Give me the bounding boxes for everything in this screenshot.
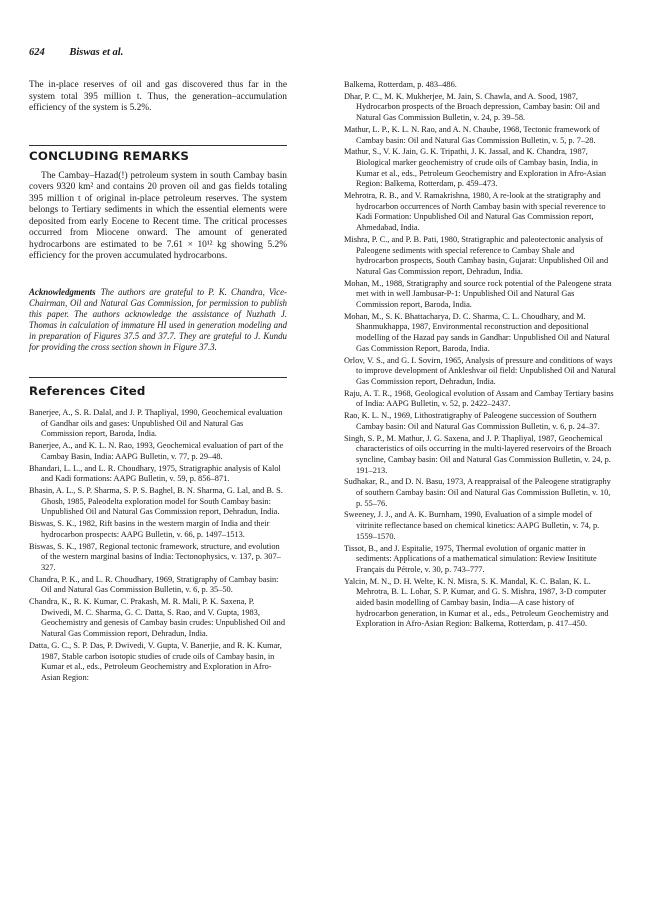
reference-entry: Mohan, M., 1988, Stratigraphy and source rock potential of the Paleogene strata met with in well Jambusar-P-1: Unpublished Oil and Natural Gas Commission report, Baroda, India. <box>344 278 612 310</box>
reference-entry: Mohan, M., S. K. Bhattacharya, D. C. Sharma, C. L. Choudhary, and M. Shanmukhappa, 1987, Environmental reconstruction and depositional modelling of the Hazad pay sands in Gandhar: Unpublished Oil and Natural Gas Commission Report, Baroda, India. <box>344 311 610 353</box>
reference-entry: Chandra, P. K., and L. R. Choudhary, 1969, Stratigraphy of Cambay basin: Oil and Natural Gas Commission Bulletin, v. 6, p. 35–50. <box>29 574 279 595</box>
page-number: 624 <box>29 47 45 58</box>
reference-entry: Mathur, S., V. K. Jain, G. K. Tripathi, J. K. Jassal, and K. Chandra, 1987, Biological marker geochemistry of crude oils of Cambay basin, India, in Kumar et al., eds., Petroleum Geochemistry and Exploration in Afro-Asian Region: Balkema, Rotterdam, p. 459–473. <box>344 147 607 189</box>
reference-entry: Bhasin, A. L., S. P. Sharma, S. P. S. Baghel, B. N. Sharma, G. Lal, and B. S. Ghosh, 1985, Paleodelta exploration model for South Cambay basin: Unpublished Oil and Natural Gas Commission report, Dehradun, India. <box>29 485 283 517</box>
left-column <box>29 80 287 685</box>
reference-entry: Mathur, L. P., K. L. N. Rao, and A. N. Chaube, 1968, Tectonic framework of Cambay basin: Oil and Natural Gas Commission Bulletin, v. 5, p. 7–28. <box>344 124 600 145</box>
reference-entry: Sweeney, J. J., and A. K. Burnham, 1990, Evaluation of a simple model of vitrinite reflectance based on chemical kinetics: AAPG Bulletin, v. 74, p. 1559–1570. <box>344 510 600 541</box>
reference-entry: Singh, S. P., M. Mathur, J. G. Saxena, and J. P. Thapliyal, 1987, Geochemical characteristics of oils occurring in the multi-layered reservoirs of the Broach syncline, Cambay basin: Oil and Natural Gas Commission Bulletin, v. 24, p. 191–213. <box>344 433 612 475</box>
running-title: Biswas et al. <box>69 47 124 58</box>
concluding-heading: CONCLUDING REMARKS <box>29 148 190 163</box>
reference-entry: Mishra, P. C., and P. B. Pati, 1980, Stratigraphic and paleotectonic analysis of Paleogene sediments with special reference to Cambay Shale and hydrocarbon prospects, South Cambay basin, Gujarat: Unpublished Oil and Natural Gas Commission report, Dehradun, India. <box>344 234 609 276</box>
reference-entry: Sudhakar, R., and D. N. Basu, 1973, A reappraisal of the Paleogene stratigraphy of southern Cambay basin: Oil and Natural Gas Commission Bulletin, v. 10, p. 55–76. <box>344 477 611 508</box>
reference-entry: Dhar, P. C., M. K. Mukherjee, M. Jain, S. Chawla, and A. Sood, 1987, Hydrocarbon prospects of the Broach depression, Cambay basin: Oil and Natural Gas Commission Bulletin, v. 24, p. 39–58. <box>344 91 600 123</box>
references-heading: References Cited <box>29 384 146 399</box>
reference-entry: Yalcin, M. N., D. H. Welte, K. N. Misra, S. K. Mandal, K. C. Balan, K. L. Mehrotra, B. L. Lohar, S. P. Kumar, and G. S. Mishra, 1987, 3-D computer aided basin modelling of Cambay basin, India—A case history of hydrocarbon generation, in Kumar et al., eds., Petroleum Geochemistry and Exploration in Afro-Asian Region: Balkema, Rotterdam, p. 417–450. <box>344 576 609 629</box>
reference-entry: Banerjee, A., and K. L. N. Rao, 1993, Geochemical evaluation of part of the Cambay Basin, India: AAPG Bulletin, v. 77, p. 29–48. <box>29 441 284 461</box>
running-header <box>29 47 123 58</box>
reference-entry: Bhandari, L. L., and L. R. Choudhary, 1975, Stratigraphic analysis of Kalol and Kadi formations: AAPG Bulletin, v. 59, p. 856–871. <box>29 463 281 484</box>
reference-entry: Biswas, S. K., 1982, Rift basins in the western margin of India and their hydrocarbon prospects: AAPG Bulletin, v. 66, p. 1497–1513. <box>29 519 270 539</box>
acknowledgments-lead: Acknowledgments <box>29 286 96 297</box>
references-list-right <box>344 80 616 630</box>
reference-entry: Datta, G. C., S. P. Das, P. Dwivedi, V. Gupta, V. Banerjie, and R. K. Kumar, 1987, Stable carbon isotopic studies of crude oils of Cambay basin, in Kumar et al., eds., Petroleum Geochemistry and Exploration in Afro-Asian Region: <box>29 640 282 682</box>
right-column <box>344 80 616 631</box>
reference-entry: Rao, K. L. N., 1969, Lithostratigraphy of Paleogene succession of Southern Cambay basin: Oil and Natural Gas Commission Bulletin, v. 6, p. 24–37. <box>344 411 600 431</box>
section-rule <box>29 145 287 146</box>
reference-entry: Chandra, K., R. K. Kumar, C. Prakash, M. R. Mali, P. K. Saxena, P. Dwivedi, M. C. Sharma, G. C. Datta, S. Rao, and V. Gupta, 1983, Geochemistry and genesis of Cambay basin crudes: Unpublished Oil and Natural Gas Commission report, Dehradun, India. <box>29 597 286 639</box>
concluding-paragraph: The Cambay–Hazad(!) petroleum system in south Cambay basin covers 9320 km² and contains 20 proven oil and gas fields totaling 395 million t of original in-place petroleum reserves. The system belongs to Tertiary sediments in which the essential elements were deposited from early Eocene to Recent time. The critical processes occurred from Miocene onward. The amount of generated hydrocarbons are estimated to be 7.61 × 10¹² kg showing 5.2% efficiency for the proven accumulated hydrocarbons. <box>29 170 287 261</box>
reference-entry: Orlov, V. S., and G. I. Sovirn, 1965, Analysis of pressure and conditions of ways to improve development of Ankleshvar oil field: Unpublished Oil and Natural Gas Commission report, Dehradun, India. <box>344 355 616 386</box>
acknowledgments <box>29 287 287 354</box>
references-list-left <box>29 408 287 684</box>
reference-entry: Biswas, S. K., 1987, Regional tectonic framework, structure, and evolution of the western marginal basins of India: Tectonophysics, v. 137, p. 307–327. <box>29 541 281 572</box>
references-rule <box>29 377 287 378</box>
reference-entry: Banerjee, A., S. R. Dalal, and J. P. Thapliyal, 1990, Geochemical evaluation of Gandhar oils and gases: Unpublished Oil and Natural Gas Commission report, Baroda, India. <box>29 408 283 439</box>
reference-entry: Raju, A. T. R., 1968, Geological evolution of Assam and Cambay Tertiary basins of India: AAPG Bulletin, v. 52, p. 2422–2437. <box>344 388 614 409</box>
reference-entry: Tissot, B., and J. Espitalie, 1975, Thermal evolution of organic matter in sediments: Applications of a mathematical simulation: Review Insititute Français du Pétrole, v. 30, p. 743–777. <box>344 543 597 574</box>
acknowledgments-text: The authors are grateful to P. K. Chandra, Vice-Chairman, Oil and Natural Gas Commission, for permission to publish this paper. The authors acknowledge the assistance of Nuzhath J. Thomas in calculation of immature HI used in generation modeling and in preparation of Figures 37.5 and 37.7. They are grateful to J. Kundu for providing the cross section shown in Figure 37.3. <box>29 286 287 352</box>
reference-entry: Balkema, Rotterdam, p. 483–486. <box>344 80 457 89</box>
intro-paragraph: The in-place reserves of oil and gas discovered thus far in the system total 395 million t. Thus, the generation–accumulation efficiency of the system is 5.2%. <box>29 80 287 113</box>
reference-entry: Mehrotra, R. B., and V. Ramakrishna, 1980, A re-look at the stratigraphy and hydrocarbon occurrences of North Cambay basin with special reverence to Kadi Formation: Unpublished Oil and Natural Gas Commission report, Ahmedabad, India. <box>344 191 606 233</box>
